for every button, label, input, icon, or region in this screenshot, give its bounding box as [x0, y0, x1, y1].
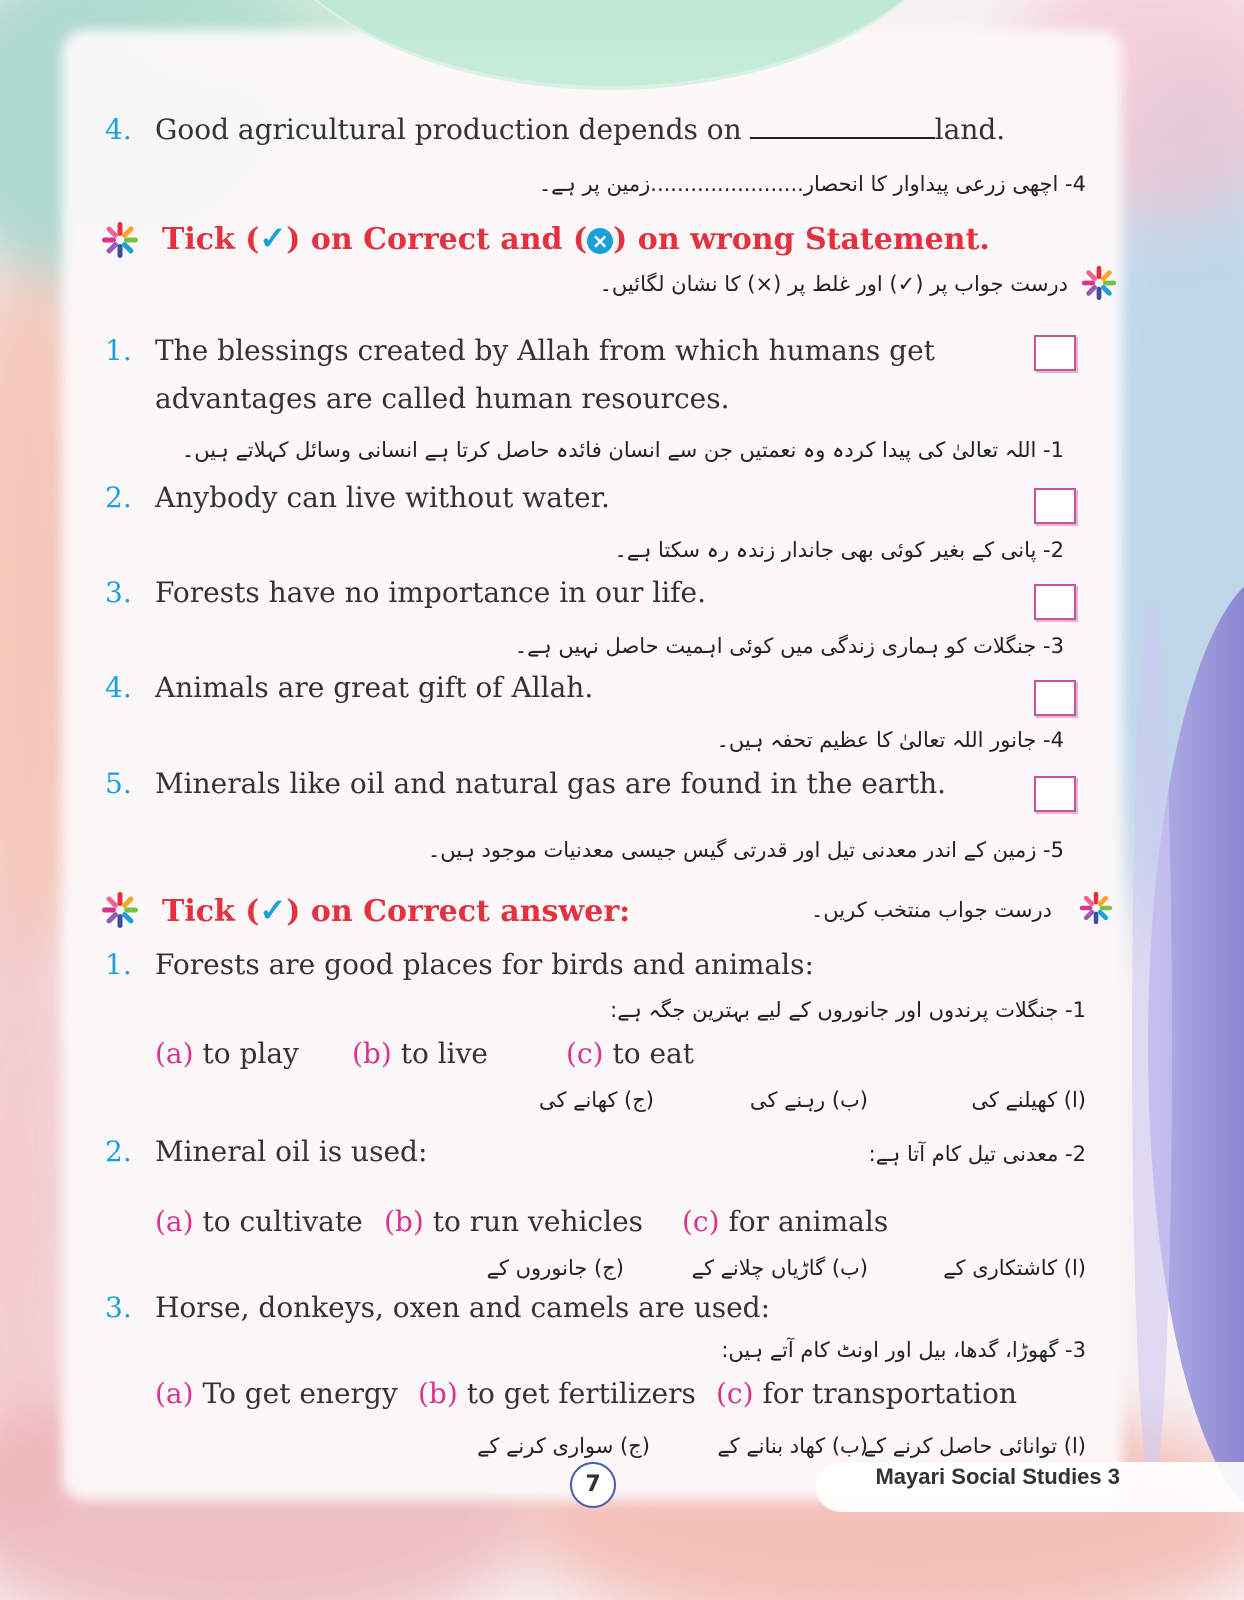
mcq-option-a[interactable]: (a) to cultivate — [155, 1205, 363, 1238]
mcq-option-b[interactable]: (b) to run vehicles — [384, 1205, 644, 1238]
tf-item-number: 2. — [105, 481, 132, 514]
mcq-option-a-urdu: (ا) کھیلنے کی — [971, 1088, 1086, 1112]
mcq-question-urdu: 2- معدنی تیل کام آتا ہے: — [868, 1142, 1086, 1166]
mcq-option-a-urdu: (ا) توانائی حاصل کرنے کے — [863, 1434, 1086, 1458]
tf-item-urdu: 3- جنگلات کو ہماری زندگی میں کوئی اہمیت حاصل نہیں ہے۔ — [514, 634, 1064, 658]
mcq-question-urdu: 1- جنگلات پرندوں اور جانوروں کے لیے بہترین جگہ ہے: — [610, 998, 1086, 1022]
flower-star-icon — [100, 890, 140, 930]
mcq-option-a[interactable]: (a) To get energy — [155, 1377, 398, 1410]
mcq-number: 1. — [105, 948, 132, 981]
section-mcq-heading: Tick (✓) on Correct answer: — [162, 891, 631, 929]
mcq-option-b-urdu: (ب) رہنے کی — [749, 1088, 868, 1112]
mcq-option-c-urdu: (ج) جانوروں کے — [486, 1256, 624, 1280]
section-tf-urdu-heading: درست جواب پر (✓) اور غلط پر (×) کا نشان لگائیں۔ — [599, 272, 1068, 296]
section-mcq-urdu-heading: درست جواب منتخب کریں۔ — [811, 898, 1052, 922]
fill-item-number: 4. — [105, 113, 132, 146]
tf-item-number: 1. — [105, 334, 132, 367]
fill-blank-line[interactable] — [750, 109, 935, 139]
check-icon: ✓ — [259, 219, 287, 257]
tick-box[interactable] — [1034, 584, 1076, 620]
mcq-number: 3. — [105, 1291, 132, 1324]
tf-item-text: Minerals like oil and natural gas are found in the earth. — [155, 767, 947, 800]
mcq-option-b-urdu: (ب) گاڑیاں چلانے کے — [691, 1256, 868, 1280]
tf-item-number: 4. — [105, 671, 132, 704]
fill-item-urdu: 4- اچھی زرعی پیداوار کا انحصار.......................زمین پر ہے۔ — [538, 172, 1086, 196]
book-title: Mayari Social Studies 3 — [875, 1464, 1120, 1489]
mcq-option-b[interactable]: (b) to live — [352, 1037, 488, 1070]
mcq-option-c[interactable]: (c) for animals — [682, 1205, 889, 1238]
tf-item-text: Anybody can live without water. — [155, 481, 610, 514]
fill-item-prefix: Good agricultural production depends on — [155, 113, 742, 146]
flower-star-icon — [1080, 264, 1118, 302]
tf-item-urdu: 1- اللہ تعالیٰ کی پیدا کردہ وہ نعمتیں جن سے انسان فائدہ حاصل کرتا ہے انسانی وسائل کہلاتے ہیں۔ — [181, 438, 1064, 462]
tf-item-number: 5. — [105, 767, 132, 800]
tick-box[interactable] — [1034, 680, 1076, 716]
fill-item-text — [155, 106, 1005, 154]
check-icon: ✓ — [259, 891, 287, 929]
tf-item-urdu: 4- جانور اللہ تعالیٰ کا عظیم تحفہ ہیں۔ — [716, 728, 1064, 752]
cross-icon: × — [587, 228, 613, 254]
mcq-option-a-urdu: (ا) کاشتکاری کے — [943, 1256, 1086, 1280]
tick-box[interactable] — [1034, 488, 1076, 524]
mcq-question-urdu: 3- گھوڑا، گدھا، بیل اور اونٹ کام آتے ہیں: — [721, 1338, 1086, 1362]
mcq-option-a[interactable]: (a) to play — [155, 1037, 299, 1070]
fill-item-suffix: land. — [934, 113, 1006, 146]
tf-item-text: Forests have no importance in our life. — [155, 576, 707, 609]
tick-box[interactable] — [1034, 335, 1076, 371]
tf-item-text-line2: advantages are called human resources. — [155, 382, 730, 415]
flower-star-icon — [1078, 890, 1114, 926]
mcq-option-c-urdu: (ج) کھانے کی — [538, 1088, 654, 1112]
mcq-question: Mineral oil is used: — [155, 1135, 428, 1168]
mcq-option-b-urdu: (ب) کھاد بنانے کے — [717, 1434, 868, 1458]
tf-item-text: Animals are great gift of Allah. — [155, 671, 594, 704]
tf-item-urdu: 2- پانی کے بغیر کوئی بھی جاندار زندہ رہ سکتا ہے۔ — [614, 538, 1064, 562]
page-number: 7 — [570, 1462, 616, 1508]
mcq-option-c[interactable]: (c) for transportation — [716, 1377, 1017, 1410]
mcq-option-c-urdu: (ج) سواری کرنے کے — [477, 1434, 650, 1458]
tf-item-number: 3. — [105, 576, 132, 609]
tick-box[interactable] — [1034, 776, 1076, 812]
tf-item-urdu: 5- زمین کے اندر معدنی تیل اور قدرتی گیس جیسی معدنیات موجود ہیں۔ — [427, 838, 1064, 862]
mcq-option-b[interactable]: (b) to get fertilizers — [418, 1377, 696, 1410]
mcq-question: Forests are good places for birds and animals: — [155, 948, 814, 981]
mcq-number: 2. — [105, 1135, 132, 1168]
flower-star-icon — [100, 220, 140, 260]
tf-item-text: The blessings created by Allah from which humans get — [155, 334, 935, 367]
mcq-question: Horse, donkeys, oxen and camels are used: — [155, 1291, 771, 1324]
section-tf-heading: Tick (✓) on Correct and ( × ) on wrong Statement. — [162, 219, 990, 257]
mcq-option-c[interactable]: (c) to eat — [566, 1037, 694, 1070]
